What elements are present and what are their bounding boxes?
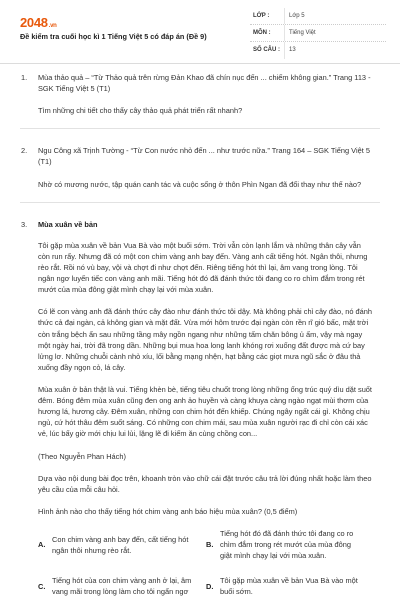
question-2 <box>0 145 400 189</box>
instructions: Dựa vào nội dung bài đọc trên, khoanh tròn vào chữ cái đặt trước câu trả lời đúng nhất hoặc làm theo yêu cầu của mỗi câu hỏi. <box>38 473 372 494</box>
option-text: Tôi gặp mùa xuân về bản Vua Bà vào một buổi sớm. <box>220 576 358 597</box>
passage-title: Mùa xuân về bản <box>38 219 98 229</box>
option-text: Tiếng hót đó đã đánh thức tôi đang co ro chìm đắm trong rét mướt của mùa đông giật mình chạy lại với mùa xuân. <box>220 528 354 561</box>
meta-value[interactable]: Tiếng Việt <box>284 25 316 41</box>
page-header <box>0 0 400 64</box>
meta-info-table <box>250 8 386 59</box>
meta-row-class <box>250 8 386 25</box>
option-text: Con chim vàng anh bay đến, cất tiếng hót ngân thôi nhưng rèo rắt. <box>52 534 189 555</box>
passage-paragraph: Mùa xuân ở bản thật là vui. Tiếng khèn bè, tiếng tiêu chuốt trong lòng những ống trúc quý dìu dặt suốt đêm. Bóng đêm mùa xuân cũng đen ong anh ảo huyền và càng khuya càng ngào ngạt mùi thơm của hương lá, hương cây. Đêm xuân, những con chim hót đến khiếp. Chúng ngây ngất cái gì. Không chịu ngủ, cứ hót thâu đêm suốt sáng. Có những con chim mái, sau mùa xuân người rạc đi chỉ còn cái xác vẻ, lúc bấy giờ mới chịu lui lủi, lặng lẽ đi kiếm ăn cùng chồng con... <box>38 384 372 439</box>
question-prompt: Tìm những chi tiết cho thấy cây thảo quả phát triển rất nhanh? <box>38 106 243 116</box>
questions-content <box>0 72 400 612</box>
meta-key: LỚP : <box>253 12 270 19</box>
option-letter: B. <box>206 540 214 550</box>
question-3 <box>0 219 400 598</box>
question-text: Ngu Công xã Trịnh Tường - “Từ Con nước nhỏ đến ... như trước nữa.” Trang 164 – SGK Tiếng Việt 5 (T1) <box>38 146 370 167</box>
option-a[interactable] <box>38 528 206 561</box>
question-number: 1. <box>21 73 28 82</box>
page-title: Đề kiểm tra cuối học kì 1 Tiếng Việt 5 có đáp án (Đề 9) <box>20 32 207 41</box>
meta-value[interactable]: Lớp 5 <box>284 8 305 24</box>
meta-key: MÔN : <box>253 29 271 36</box>
answer-options <box>38 528 374 598</box>
question-prompt: Hình ảnh nào cho thấy tiếng hót chim vàng anh báo hiệu mùa xuân? (0,5 điểm) <box>38 506 298 516</box>
passage-source: (Theo Nguyễn Phan Hách) <box>38 451 126 461</box>
options-row <box>38 528 374 561</box>
passage-paragraph: Tôi gặp mùa xuân về bản Vua Bà vào một buổi sớm. Trời vẫn còn lạnh lắm và những thân cây vẫn còn run rẩy. Nhưng đã có một con chim vàng anh bay đến. Vàng anh cất tiếng hót. Ngân thôi, nhưng rèo rắt. Rồi nó vù bay, vội và chợt đi như chợt đến. Riêng tiếng hót thì lại, âm vang trong lòng. Tôi ngân ngơ luyến tiếc con vàng anh mãi. Tiếng hót đó đã đánh thức tôi đang co ro chìm đắm trong rét mướt của mùa đông giật mình chạy lại với mùa xuân. <box>38 240 368 295</box>
meta-row-subject <box>250 25 386 42</box>
site-logo[interactable]: 2048.vn <box>20 15 57 30</box>
meta-row-count <box>250 42 386 59</box>
option-letter: C. <box>38 581 46 591</box>
option-b[interactable] <box>206 528 374 561</box>
meta-key: SỐ CÂU : <box>253 47 280 53</box>
question-prompt: Nhờ có mương nước, tập quán canh tác và cuộc sống ở thôn Phìn Ngan đã đổi thay như thế nào? <box>38 179 362 189</box>
option-text: Tiếng hót của con chim vàng anh ở lại, âm vang mãi trong lòng làm cho tôi ngẩn ngơ <box>52 576 192 597</box>
meta-value: 13 <box>284 42 296 59</box>
question-1 <box>0 72 400 116</box>
question-text: Mùa thảo quả – “Từ Thảo quả trên rừng Đản Khao đã chín nục đến ... chiếm không gian.” Trang 113 - SGK Tiếng Việt 5 (T1) <box>38 73 371 94</box>
question-number: 2. <box>21 146 28 156</box>
options-row <box>38 575 374 597</box>
divider <box>20 128 380 129</box>
divider <box>20 202 380 203</box>
question-number: 3. <box>21 219 28 229</box>
passage-paragraph: Có lẽ con vàng anh đã đánh thức cây đào như đánh thức tôi dậy. Mà không phải chỉ cây đào, nó đánh thức cả đại ngàn, cả không gian và mặt đất. Vừa mới hôm trước đại ngàn còn rền rĩ gió bấc, mặt trời còn trắng bệch ẩn sau những tầng mây ngồn ngang như những tấm chăn bông ủ ấm, vậy mà ngay một ngày hai, trời đã trong dần. Những bụi mua hoa long lanh khóng rơi xuống đất được mà cứ bay lửng lơ. Những chuỗi cành nhỏ xíu, lối bằng mạng nhện, hạt bằng các giọt mưa ngũ sắc ở đâu thả xuống đầy ngọn cỏ, lá cây. <box>38 307 372 372</box>
option-letter: D. <box>206 581 214 591</box>
option-letter: A. <box>38 540 46 550</box>
option-d[interactable] <box>206 575 374 597</box>
option-c[interactable] <box>38 575 206 597</box>
